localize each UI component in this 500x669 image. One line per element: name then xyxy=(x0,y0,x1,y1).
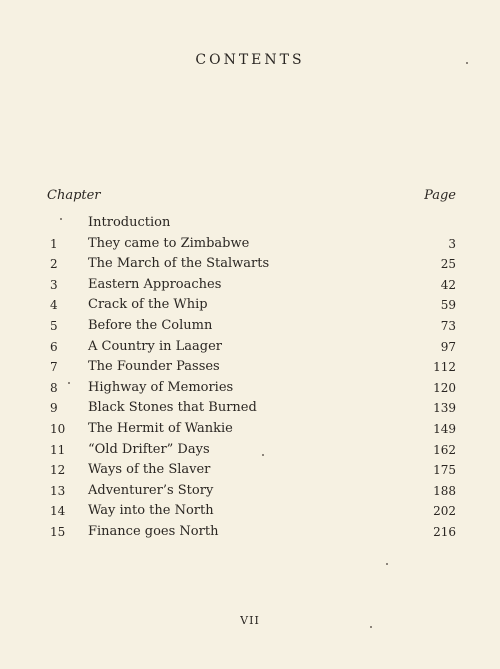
toc-entry xyxy=(0,460,500,481)
chapter-number: 8 xyxy=(50,380,58,395)
chapter-number: 15 xyxy=(50,524,66,539)
chapter-number: 6 xyxy=(50,339,58,354)
toc-entry xyxy=(0,337,500,358)
chapter-title: The Hermit of Wankie xyxy=(88,420,233,436)
page-number: 139 xyxy=(433,401,456,416)
chapter-title: Before the Column xyxy=(88,317,213,333)
chapter-title: Crack of the Whip xyxy=(88,297,208,313)
chapter-number: 10 xyxy=(50,421,66,436)
toc-entry xyxy=(0,316,500,337)
paper-speck xyxy=(68,382,70,384)
page-number: 162 xyxy=(433,442,456,457)
page-number: 97 xyxy=(440,339,456,354)
toc-entry xyxy=(0,275,500,296)
page-number: 216 xyxy=(433,524,456,539)
chapter-number: 5 xyxy=(50,318,58,333)
chapter-number: 4 xyxy=(50,298,58,313)
toc-entry xyxy=(0,254,500,275)
toc-entry xyxy=(0,419,500,440)
chapter-column-header: Chapter xyxy=(47,188,101,203)
paper-speck xyxy=(386,563,388,565)
chapter-title: Eastern Approaches xyxy=(88,276,222,292)
toc-entry xyxy=(0,398,500,419)
chapter-title: “Old Drifter” Days xyxy=(88,441,210,457)
toc-entry xyxy=(0,501,500,522)
chapter-title: The Founder Passes xyxy=(88,359,220,375)
chapter-number: 1 xyxy=(50,236,58,251)
page-folio: VII xyxy=(240,614,260,627)
chapter-title: Finance goes North xyxy=(88,523,219,539)
chapter-number: 9 xyxy=(50,401,58,416)
paper-speck xyxy=(262,454,264,456)
chapter-title: The March of the Stalwarts xyxy=(88,256,270,272)
chapter-title: Adventurer’s Story xyxy=(88,482,214,498)
paper-speck xyxy=(466,62,468,64)
page-number: 188 xyxy=(433,483,456,498)
chapter-title: They came to Zimbabwe xyxy=(88,235,250,251)
paper-speck xyxy=(370,626,372,628)
chapter-title: Black Stones that Burned xyxy=(88,400,257,416)
chapter-number: 14 xyxy=(50,504,66,519)
chapter-number: 12 xyxy=(50,463,66,478)
chapter-title: Ways of the Slaver xyxy=(88,462,211,478)
chapter-number: 3 xyxy=(50,277,58,292)
page-number: 149 xyxy=(433,421,456,436)
chapter-number: 7 xyxy=(50,360,58,375)
page-number: 120 xyxy=(433,380,456,395)
page-number: 112 xyxy=(433,360,456,375)
chapter-title: A Country in Laager xyxy=(88,338,222,354)
toc-entry xyxy=(0,378,500,399)
chapter-title: Highway of Memories xyxy=(88,379,234,395)
toc-entry xyxy=(0,440,500,461)
chapter-title: Way into the North xyxy=(88,503,214,519)
toc-entry xyxy=(0,213,500,234)
chapter-number: 11 xyxy=(50,442,66,457)
page-title: CONTENTS xyxy=(195,52,305,68)
toc-entry xyxy=(0,357,500,378)
page-number: 175 xyxy=(433,463,456,478)
table-of-contents xyxy=(0,213,500,543)
toc-entry xyxy=(0,481,500,502)
paper-speck xyxy=(60,218,62,220)
toc-entry xyxy=(0,295,500,316)
page-column-header: Page xyxy=(424,188,456,203)
toc-entry xyxy=(0,522,500,543)
chapter-number: 13 xyxy=(50,483,66,498)
page-number: 25 xyxy=(440,257,456,272)
page-number: 59 xyxy=(440,298,456,313)
page-number: 42 xyxy=(440,277,456,292)
page-number: 202 xyxy=(433,504,456,519)
toc-entry xyxy=(0,234,500,255)
chapter-number: 2 xyxy=(50,257,58,272)
page-number: 73 xyxy=(440,318,456,333)
page-number: 3 xyxy=(448,236,456,251)
chapter-title: Introduction xyxy=(88,215,171,230)
